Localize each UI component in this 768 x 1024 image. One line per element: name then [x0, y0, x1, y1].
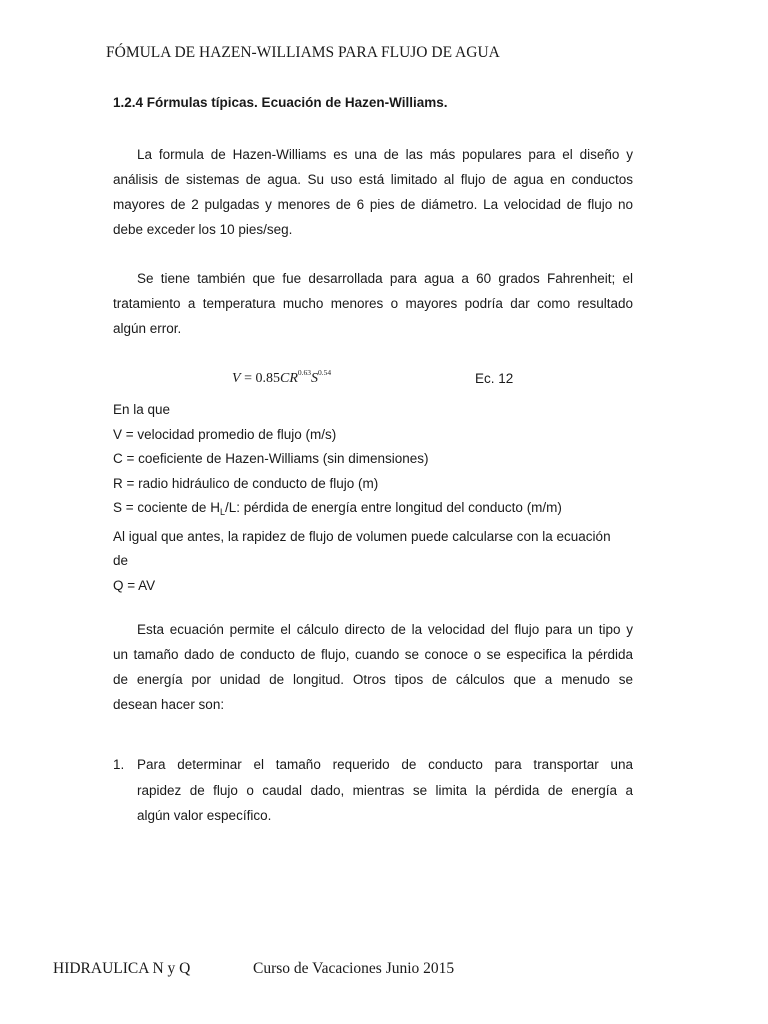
- paragraph-calculations: [113, 617, 633, 717]
- hazen-williams-formula: [232, 368, 331, 387]
- formula-coefficient: 0.85: [255, 371, 280, 386]
- formula-c: C: [279, 371, 290, 386]
- definitions-block: [113, 398, 633, 598]
- formula-s-exponent: 0.54: [318, 368, 332, 377]
- paragraph-line: Esta ecuación permite el cálculo directo de la velocidad del flujo para un tipo y: [137, 622, 633, 637]
- equation-label: Ec. 12: [475, 371, 514, 386]
- section-title: 1.2.4 Fórmulas típicas. Ecuación de Hazen-Williams.: [113, 95, 448, 110]
- formula-r-exponent: 0.63: [297, 368, 311, 377]
- paragraph-intro: [113, 142, 633, 242]
- footer-course-date: Curso de Vacaciones Junio 2015: [253, 960, 455, 977]
- list-item-body: [137, 752, 633, 829]
- paragraph-line: debe exceder los 10 pies/seg.: [113, 222, 293, 237]
- paragraph-line: La formula de Hazen-Williams es una de las más populares para el diseño y: [137, 147, 633, 162]
- definition-s-prefix: S = cociente de H: [113, 500, 220, 515]
- paragraph-line: tratamiento a temperatura mucho menores o mayores podría dar como resultado: [113, 296, 633, 311]
- paragraph-line: análisis de sistemas de agua. Su uso está limitado al flujo de agua en conductos: [113, 172, 633, 187]
- paragraph-line: de energía por unidad de longitud. Otros tipos de cálculos que a menudo se: [113, 672, 633, 687]
- page-header-title: FÓMULA DE HAZEN-WILLIAMS PARA FLUJO DE AGUA: [106, 44, 500, 61]
- definitions-intro: En la que: [113, 402, 171, 417]
- paragraph-line: Se tiene también que fue desarrollada para agua a 60 grados Fahrenheit; el: [137, 271, 633, 286]
- list-item-line: rapidez de flujo o caudal dado, mientras se limita la pérdida de energía a: [137, 782, 633, 798]
- list-item-line: Para determinar el tamaño requerido de conducto para transportar una: [137, 757, 633, 772]
- formula-r: R: [289, 371, 298, 386]
- list-item: [113, 752, 633, 829]
- paragraph-line: algún error.: [113, 321, 182, 336]
- paragraph-temperature: [113, 266, 633, 341]
- definition-c: C = coeficiente de Hazen-Williams (sin dimensiones): [113, 451, 429, 466]
- formula-lhs: V: [232, 371, 241, 386]
- definition-v: V = velocidad promedio de flujo (m/s): [113, 426, 337, 442]
- footer-course-name: HIDRAULICA N y Q: [53, 960, 191, 977]
- definition-s: [113, 496, 633, 525]
- definition-s-subscript: L: [219, 507, 225, 517]
- formula-equals: =: [240, 371, 256, 386]
- flow-rate-intro-cont: de: [113, 553, 129, 568]
- list-item-number: 1.: [113, 757, 125, 772]
- paragraph-line: mayores de 2 pulgadas y menores de 6 pies de diámetro. La velocidad de flujo no: [113, 197, 633, 212]
- paragraph-line: desean hacer son:: [113, 697, 225, 712]
- flow-rate-equation: Q = AV: [113, 577, 156, 593]
- flow-rate-intro: Al igual que antes, la rapidez de flujo de volumen puede calcularse con la ecuación: [113, 528, 611, 544]
- list-item-line: algún valor específico.: [137, 808, 272, 823]
- paragraph-line: un tamaño dado de conducto de flujo, cuando se conoce o se especifica la pérdida: [113, 647, 633, 662]
- formula-s: S: [311, 371, 318, 386]
- definition-s-suffix: /L: pérdida de energía entre longitud del conducto (m/m): [224, 500, 562, 515]
- definition-r: R = radio hidráulico de conducto de flujo (m): [113, 475, 379, 491]
